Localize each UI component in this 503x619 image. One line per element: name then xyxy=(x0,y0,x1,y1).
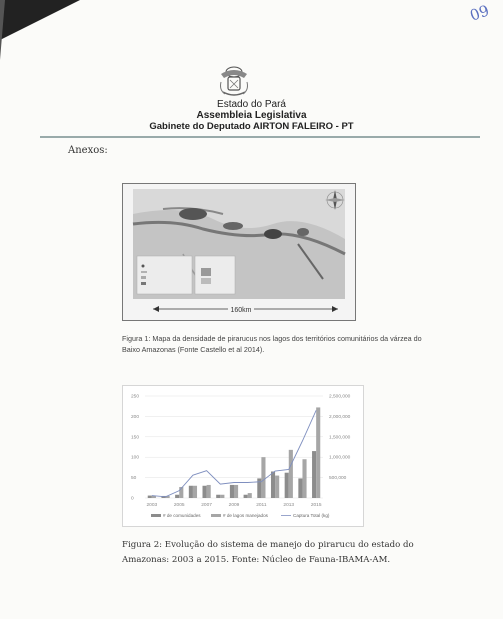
y-right-tick-label: 2,000,000 xyxy=(329,414,351,420)
y-left-tick-label: 150 xyxy=(131,435,140,441)
bar-lagos xyxy=(289,450,293,498)
bar-comunidades xyxy=(189,486,193,498)
header-divider xyxy=(40,136,480,138)
y-left-tick-label: 200 xyxy=(131,414,140,420)
x-tick-label: 2005 xyxy=(173,503,185,508)
bar-comunidades xyxy=(175,495,179,498)
bar-comunidades xyxy=(298,478,302,498)
legend-label: Captura Total (kg) xyxy=(293,513,330,518)
header-office: Gabinete do Deputado AIRTON FALEIRO - PT xyxy=(149,121,354,132)
bar-comunidades xyxy=(312,451,316,498)
header-assembly: Assembleia Legislativa xyxy=(196,110,307,121)
legend-swatch xyxy=(151,514,161,517)
bar-lagos xyxy=(207,485,211,498)
y-left-tick-label: 250 xyxy=(131,394,140,400)
figure-2-caption: Figura 2: Evolução do sistema de manejo do pirarucu do estado do Amazonas: 2003 a 2015. Fonte: Núcleo de Fauna-IBAMA-AM. xyxy=(122,540,414,565)
anexos-label: Anexos: xyxy=(68,145,108,156)
y-left-tick-label: 0 xyxy=(131,496,134,502)
x-tick-label: 2003 xyxy=(146,503,158,508)
bar-comunidades xyxy=(203,486,207,498)
bar-lagos xyxy=(275,476,279,498)
y-right-tick-label: 1,000,000 xyxy=(329,455,351,461)
bar-comunidades xyxy=(244,495,248,498)
x-tick-label: 2015 xyxy=(310,503,322,508)
bar-comunidades xyxy=(148,496,152,498)
bar-lagos xyxy=(302,459,306,498)
x-tick-label: 2013 xyxy=(283,503,295,508)
y-right-tick-label: 2,500,000 xyxy=(329,394,351,400)
x-tick-label: 2007 xyxy=(201,503,212,508)
bar-comunidades xyxy=(230,485,234,498)
legend-swatch xyxy=(211,514,221,517)
y-left-tick-label: 100 xyxy=(131,455,140,461)
y-right-tick-label: 1,500,000 xyxy=(329,435,351,441)
figure-1-caption: Figura 1: Mapa da densidade de pirarucus nos lagos dos territórios comunitários da várzea do Baixo Amazonas (Fonte Castello et al 2014). xyxy=(122,334,422,354)
y-right-tick-label: 500,000 xyxy=(329,476,347,482)
density-map xyxy=(122,183,356,321)
bar-lagos xyxy=(234,485,238,498)
y-left-tick-label: 50 xyxy=(131,476,137,482)
manejo-chart xyxy=(122,385,364,527)
bar-lagos xyxy=(193,486,197,498)
scan-edge-shadow xyxy=(0,0,5,60)
coat-of-arms-icon xyxy=(217,62,251,98)
header-state: Estado do Pará xyxy=(217,99,286,110)
bar-lagos xyxy=(248,493,252,498)
legend-label: # de lagos manejados xyxy=(223,513,268,518)
bar-lagos xyxy=(261,457,265,498)
scan-corner-shadow xyxy=(0,0,80,40)
bar-comunidades xyxy=(271,471,275,498)
x-tick-label: 2011 xyxy=(256,503,267,508)
legend-label: # de comunidades xyxy=(163,513,201,518)
map-scale-label: 160km xyxy=(230,307,252,314)
bar-comunidades xyxy=(285,473,289,498)
handwritten-page-number: 09 xyxy=(467,1,492,25)
bar-lagos xyxy=(316,407,320,498)
bar-lagos xyxy=(220,495,224,498)
x-tick-label: 2009 xyxy=(228,503,240,508)
bar-comunidades xyxy=(216,495,220,498)
